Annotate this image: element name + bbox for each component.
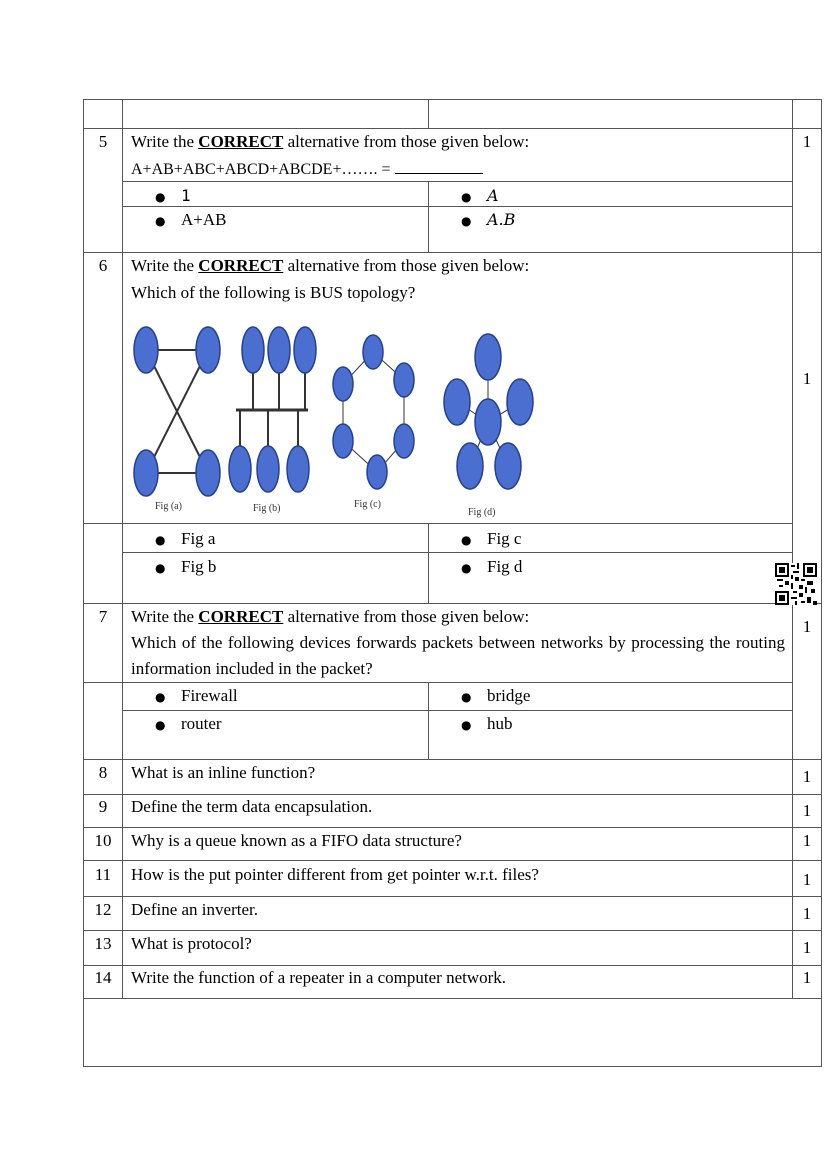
correct-emphasis: CORRECT — [198, 607, 284, 626]
option-label: Fig c — [487, 529, 522, 548]
marks: 1 — [802, 968, 812, 987]
question-number: 6 — [98, 256, 108, 275]
question-instruction — [131, 256, 529, 276]
caption-fig-a: Fig (a) — [155, 501, 182, 512]
question-text: How is the put pointer different from get pointer w.r.t. files? — [131, 865, 539, 884]
instruction-text: Write the — [131, 256, 199, 275]
instruction-text: Write the — [131, 607, 199, 626]
option-label: A — [487, 186, 499, 205]
option-2[interactable] — [461, 686, 530, 707]
marks: 1 — [802, 369, 812, 388]
question-instruction — [131, 132, 529, 152]
bullet-icon: ● — [155, 718, 166, 732]
option-label: 1 — [181, 186, 191, 205]
question-number: 8 — [98, 763, 108, 782]
option-4[interactable] — [461, 210, 515, 231]
question-stem — [131, 159, 483, 180]
answer-blank — [395, 159, 483, 174]
option-2[interactable] — [461, 186, 499, 207]
stem-text: A+AB+ABC+ABCD+ABCDE+……. = — [131, 161, 395, 178]
instruction-text: alternative from those given below: — [283, 132, 530, 151]
option-label: bridge — [487, 686, 531, 705]
instruction-text: Write the — [131, 132, 199, 151]
bullet-icon: ● — [155, 690, 166, 704]
marks: 1 — [802, 801, 812, 820]
question-number: 14 — [94, 968, 112, 987]
qr-code-icon — [775, 563, 817, 605]
bullet-icon: ● — [461, 718, 472, 732]
bullet-icon: ● — [461, 561, 472, 575]
question-text: Define the term data encapsulation. — [131, 797, 373, 816]
option-3[interactable] — [155, 714, 222, 735]
instruction-text: alternative from those given below: — [283, 256, 530, 275]
question-number: 7 — [98, 607, 108, 626]
option-label: A+AB — [181, 210, 227, 229]
question-instruction — [131, 607, 529, 627]
option-3[interactable] — [155, 210, 226, 231]
marks: 1 — [802, 767, 812, 786]
bullet-icon: ● — [155, 190, 166, 204]
question-text: Write the function of a repeater in a computer network. — [131, 968, 507, 987]
marks: 1 — [802, 938, 812, 957]
option-label: Fig d — [487, 557, 523, 576]
marks: 1 — [802, 904, 812, 923]
question-stem: Which of the following is BUS topology? — [131, 283, 416, 302]
question-number: 11 — [94, 865, 112, 884]
question-number: 9 — [98, 797, 108, 816]
question-text: What is protocol? — [131, 934, 252, 953]
question-text: Why is a queue known as a FIFO data structure? — [131, 831, 462, 850]
topology-figures — [128, 323, 538, 519]
marks: 1 — [802, 132, 812, 151]
caption-fig-c: Fig (c) — [354, 499, 381, 510]
option-1[interactable] — [155, 529, 215, 550]
marks: 1 — [802, 617, 812, 636]
option-1[interactable] — [155, 686, 238, 707]
figure-captions — [155, 499, 496, 518]
marks: 1 — [802, 870, 812, 889]
bullet-icon: ● — [155, 214, 166, 228]
correct-emphasis: CORRECT — [198, 132, 284, 151]
question-text: What is an inline function? — [131, 763, 316, 782]
option-1[interactable] — [155, 186, 191, 207]
caption-fig-b: Fig (b) — [253, 503, 281, 514]
question-number: 5 — [98, 132, 108, 151]
option-label: router — [181, 714, 222, 733]
question-number: 10 — [94, 831, 112, 850]
question-stem: Which of the following devices forwards packets between networks by processing the routing information included in the packet? — [131, 633, 785, 678]
instruction-text: alternative from those given below: — [283, 607, 530, 626]
question-number: 12 — [94, 900, 112, 919]
bullet-icon: ● — [155, 561, 166, 575]
caption-fig-d: Fig (d) — [468, 507, 496, 518]
option-3[interactable] — [155, 557, 216, 578]
question-text: Define an inverter. — [131, 900, 258, 919]
option-label: A.B — [487, 210, 516, 229]
bullet-icon: ● — [461, 533, 472, 547]
option-4[interactable] — [461, 557, 522, 578]
option-label: Firewall — [181, 686, 238, 705]
option-4[interactable] — [461, 714, 513, 735]
option-label: Fig b — [181, 557, 217, 576]
bullet-icon: ● — [461, 190, 472, 204]
bullet-icon: ● — [461, 690, 472, 704]
bullet-icon: ● — [461, 214, 472, 228]
option-label: hub — [487, 714, 513, 733]
correct-emphasis: CORRECT — [198, 256, 284, 275]
bullet-icon: ● — [155, 533, 166, 547]
marks: 1 — [802, 831, 812, 850]
option-label: Fig a — [181, 529, 216, 548]
question-number: 13 — [94, 934, 112, 953]
network-nodes — [134, 327, 533, 496]
option-2[interactable] — [461, 529, 521, 550]
